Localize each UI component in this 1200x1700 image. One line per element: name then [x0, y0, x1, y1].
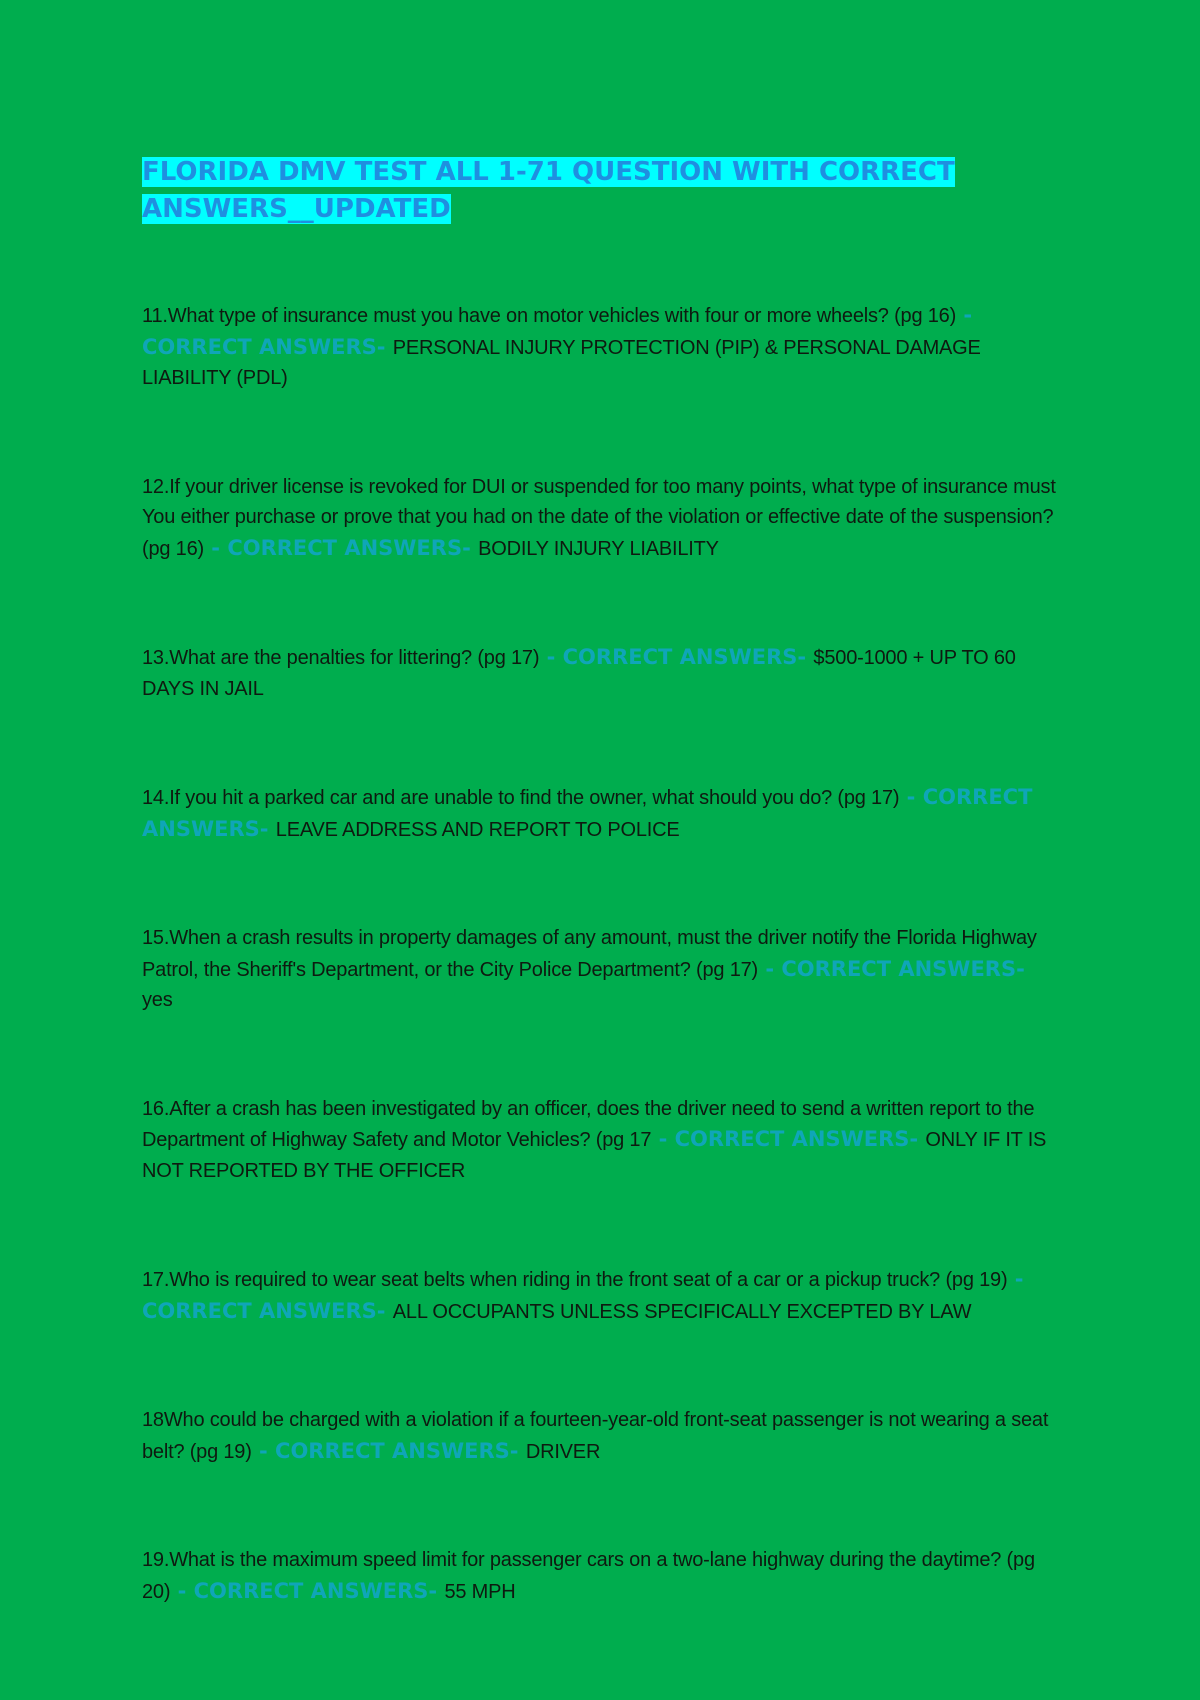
document-title — [142, 154, 1062, 228]
question-text: 11.What type of insurance must you have on motor vehicles with four or more wheels? (pg 16) — [142, 305, 957, 327]
question-text: 12.If your driver license is revoked for DUI or suspended for too many points, what type of insurance must You either purchase or prove that you had on the date of the violation or effective date of the suspension? (pg 16) — [142, 475, 1056, 560]
qa-item-17 — [142, 1264, 1062, 1327]
question-text: 17.Who is required to wear seat belts when riding in the front seat of a car or a pickup truck? (pg 19) — [142, 1269, 1008, 1291]
qa-item-13 — [142, 642, 1062, 704]
answer-text: PERSONAL INJURY PROTECTION (PIP) & PERSONAL DAMAGE LIABILITY (PDL) — [142, 336, 981, 389]
answer-text: $500-1000 + UP TO 60 DAYS IN JAIL — [142, 647, 1016, 700]
answer-text: LEAVE ADDRESS AND REPORT TO POLICE — [275, 818, 680, 841]
correct-answers-marker: - CORRECT ANSWERS- — [142, 303, 973, 359]
correct-answers-marker: - CORRECT ANSWERS- — [142, 1267, 1024, 1323]
question-text: 14.If you hit a parked car and are unable to find the owner, what should you do? (pg 17) — [142, 787, 900, 809]
correct-answers-marker: - CORRECT ANSWERS- — [539, 645, 814, 669]
answer-text: BODILY INJURY LIABILITY — [478, 537, 719, 560]
correct-answers-marker: - CORRECT ANSWERS- — [651, 1127, 926, 1151]
correct-answers-marker: - CORRECT ANSWERS- — [170, 1578, 445, 1603]
correct-answers-marker: - CORRECT ANSWERS- — [251, 1438, 526, 1463]
question-text: 16.After a crash has been investigated by an officer, does the driver need to send a written report to the Department of Highway Safety and Motor Vehicles? (pg 17 — [142, 1097, 1035, 1151]
qa-item-18 — [142, 1405, 1062, 1467]
correct-answers-marker: - CORRECT ANSWERS- — [203, 535, 479, 560]
correct-answers-marker: - CORRECT ANSWERS- — [142, 785, 1033, 841]
qa-item-16 — [142, 1094, 1062, 1187]
qa-item-11 — [142, 300, 1062, 394]
answer-text: DRIVER — [525, 1440, 601, 1463]
document-page — [142, 154, 1062, 1685]
answer-text: ONLY IF IT IS NOT REPORTED BY THE OFFICER — [142, 1129, 1047, 1182]
qa-item-14 — [142, 782, 1062, 845]
question-text: 13.What are the penalties for littering? (pg 17) — [142, 647, 540, 669]
question-text: 15.When a crash results in property damages of any amount, must the driver notify the Florida Highway Patrol, the Sheriff's Department, or the City Police Department? (pg 17) — [142, 927, 1037, 981]
question-text: 19.What is the maximum speed limit for passenger cars on a two-lane highway during the daytime? (pg 20) — [142, 1549, 1035, 1603]
correct-answers-marker: - CORRECT ANSWERS- — [758, 956, 1025, 981]
qa-list — [142, 300, 1062, 1607]
answer-text: ALL OCCUPANTS UNLESS SPECIFICALLY EXCEPTED BY LAW — [392, 1300, 972, 1323]
qa-item-15 — [142, 923, 1062, 1016]
question-text: 18Who could be charged with a violation if a fourteen-year-old front-seat passenger is not wearing a seat belt? (pg 19) — [142, 1409, 1049, 1463]
answer-text: yes — [142, 989, 173, 1011]
qa-item-12 — [142, 472, 1062, 565]
document-title-text: FLORIDA DMV TEST ALL 1-71 QUESTION WITH CORRECT ANSWERS__UPDATED — [142, 157, 955, 224]
answer-text: 55 MPH — [444, 1580, 516, 1603]
qa-item-19 — [142, 1545, 1062, 1607]
